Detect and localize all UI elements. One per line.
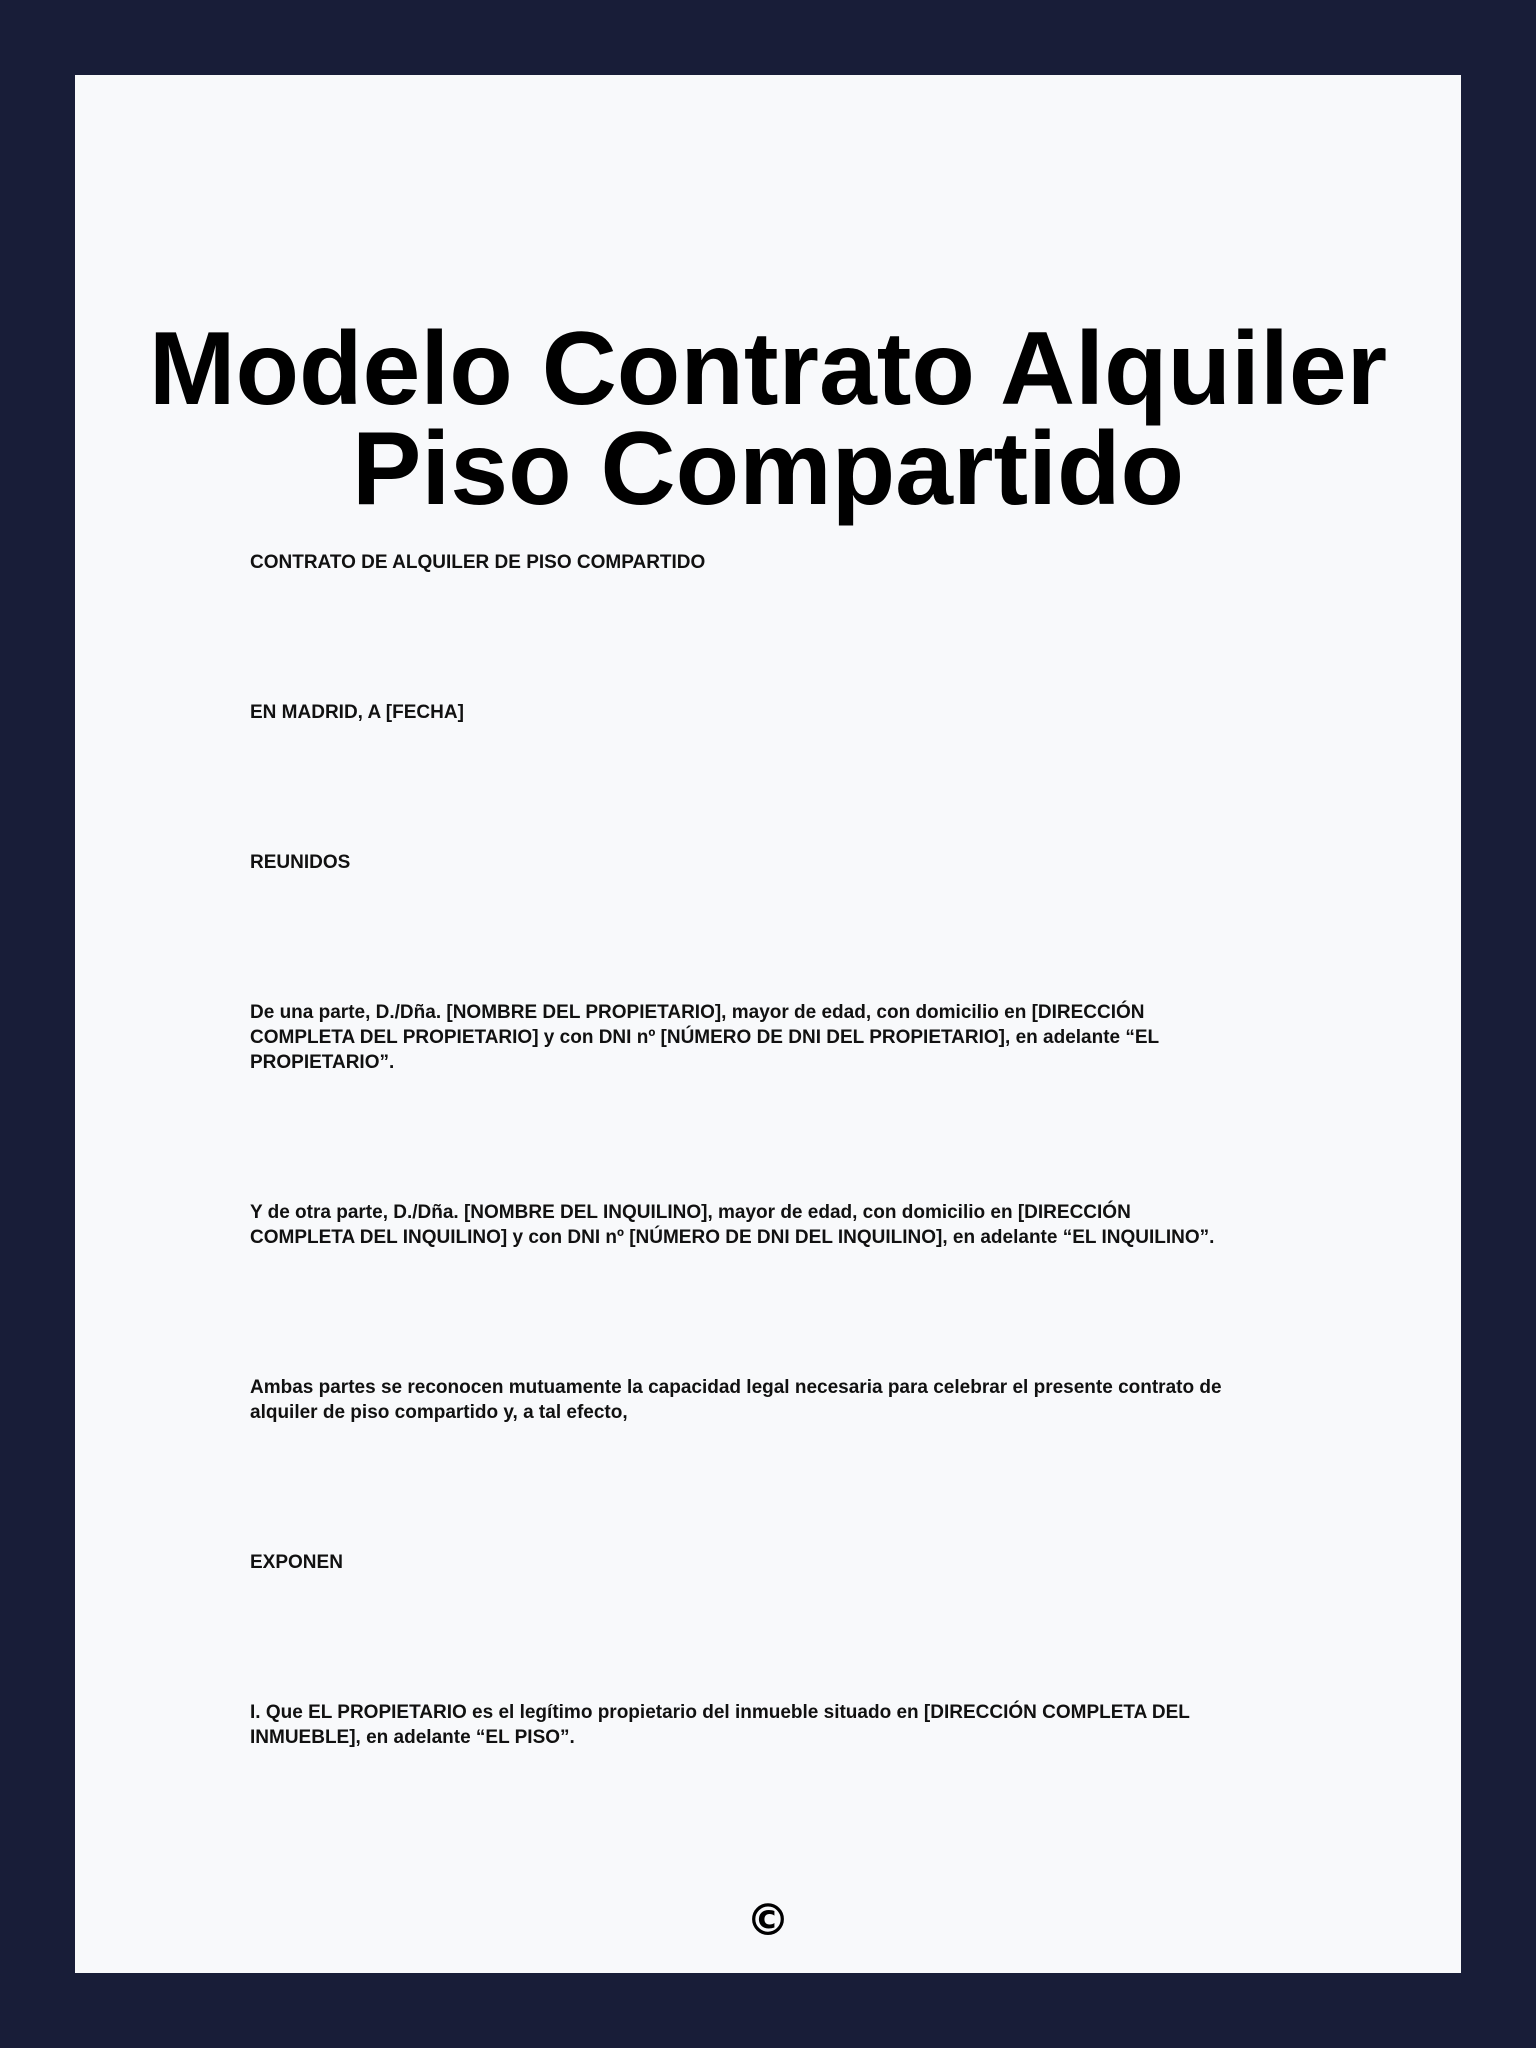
copyright-icon: © [746, 1895, 790, 1946]
clause-i-paragraph: I. Que EL PROPIETARIO es el legítimo propietario del inmueble situado en [DIRECCIÓN COMPLETA DEL INMUEBLE], en adelante “EL PISO”. [250, 1702, 1190, 1748]
capacity-paragraph: Ambas partes se reconocen mutuamente la capacidad legal necesaria para celebrar el presente contrato de alquiler de piso compartido y, a tal efecto, [250, 1377, 1222, 1423]
tenant-party-paragraph: Y de otra parte, D./Dña. [NOMBRE DEL INQUILINO], mayor de edad, con domicilio en [DIRECCIÓN COMPLETA DEL INQUILINO] y con DNI nº [NÚMERO DE DNI DEL INQUILINO], en adelante “EL INQUILINO”. [250, 1202, 1215, 1248]
landlord-party-paragraph: De una parte, D./Dña. [NOMBRE DEL PROPIETARIO], mayor de edad, con domicilio en [DIRECCIÓN COMPLETA DEL PROPIETARIO] y con DNI nº [NÚMERO DE DNI DEL PROPIETARIO], en adelante “EL PROPIETARIO”. [250, 1002, 1160, 1073]
contract-heading: CONTRATO DE ALQUILER DE PISO COMPARTIDO [250, 552, 706, 573]
document-title-line-1: Modelo Contrato Alquiler [148, 311, 1388, 427]
place-date-line: EN MADRID, A [FECHA] [250, 702, 464, 723]
document-title [75, 311, 1461, 527]
document-page [75, 75, 1461, 1973]
section-heading-reunidos: REUNIDOS [250, 852, 351, 873]
document-title-line-2: Piso Compartido [351, 411, 1185, 527]
section-heading-exponen: EXPONEN [250, 1552, 343, 1573]
